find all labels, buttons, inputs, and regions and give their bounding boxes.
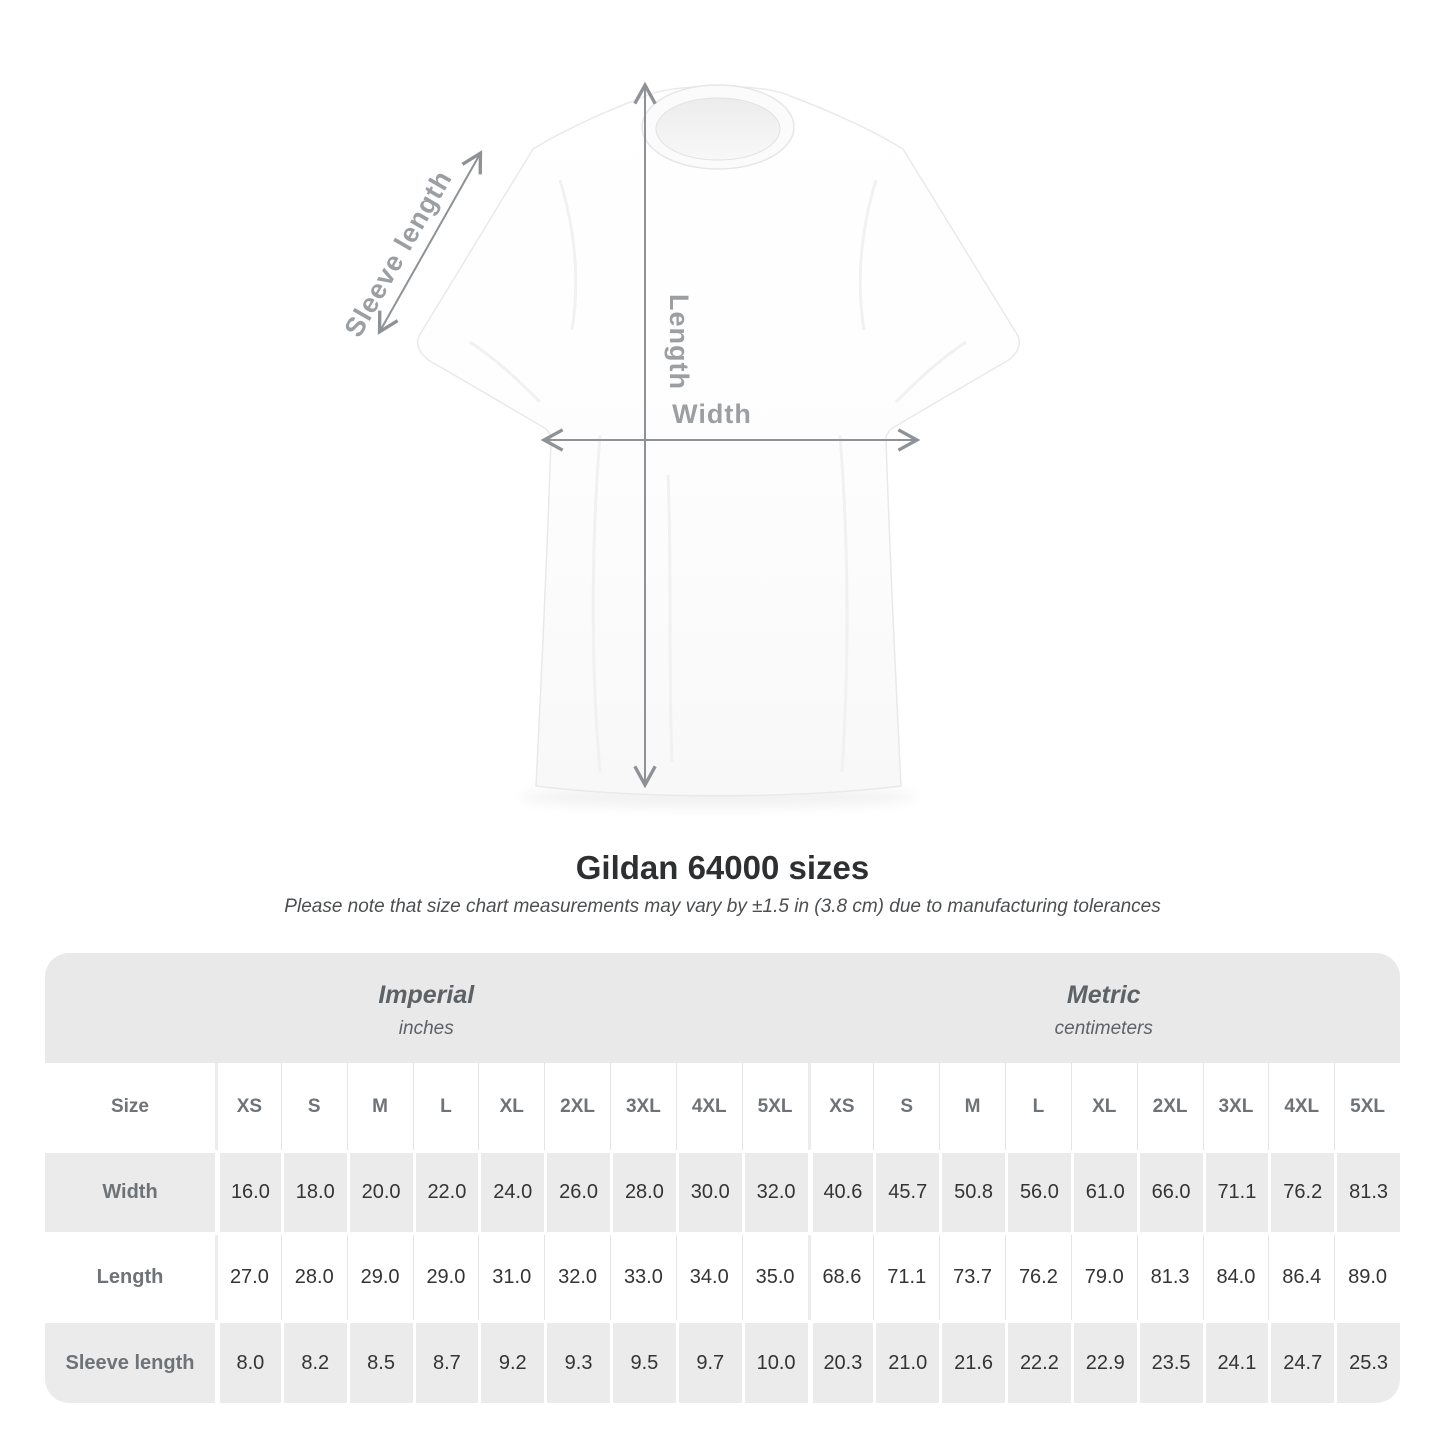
cell: 24.0	[478, 1153, 544, 1232]
cell: 9.3	[544, 1323, 610, 1403]
cell: 8.7	[413, 1323, 479, 1403]
cell: 28.0	[281, 1235, 347, 1320]
cell: 66.0	[1137, 1153, 1203, 1232]
cell: 34.0	[676, 1235, 742, 1320]
metric-group-header	[808, 953, 1401, 1063]
cell: 32.0	[742, 1153, 808, 1232]
cell: 28.0	[610, 1153, 676, 1232]
cell: 32.0	[544, 1235, 610, 1320]
cell: 23.5	[1137, 1323, 1203, 1403]
size-col: 3XL	[610, 1063, 676, 1150]
cell: 76.2	[1268, 1153, 1334, 1232]
size-col: XS	[808, 1063, 874, 1150]
cell: 56.0	[1005, 1153, 1071, 1232]
cell: 29.0	[413, 1235, 479, 1320]
cell: 79.0	[1071, 1235, 1137, 1320]
cell: 22.9	[1071, 1323, 1137, 1403]
length-label: Length	[664, 294, 694, 390]
size-col: 5XL	[742, 1063, 808, 1150]
imperial-group-unit: inches	[398, 1017, 454, 1039]
cell: 8.0	[215, 1323, 281, 1403]
cell: 20.0	[347, 1153, 413, 1232]
size-col: XL	[478, 1063, 544, 1150]
cell: 76.2	[1005, 1235, 1071, 1320]
cell: 30.0	[676, 1153, 742, 1232]
cell: 21.6	[939, 1323, 1005, 1403]
size-col: 2XL	[544, 1063, 610, 1150]
cell: 21.0	[873, 1323, 939, 1403]
unit-header-band	[45, 953, 1400, 1063]
cell: 35.0	[742, 1235, 808, 1320]
cell: 33.0	[610, 1235, 676, 1320]
size-col: XS	[215, 1063, 281, 1150]
cell: 25.3	[1334, 1323, 1400, 1403]
cell: 81.3	[1334, 1153, 1400, 1232]
cell: 71.1	[873, 1235, 939, 1320]
size-col: 3XL	[1203, 1063, 1269, 1150]
row-label: Sleeve length	[45, 1323, 215, 1403]
cell: 73.7	[939, 1235, 1005, 1320]
cell: 50.8	[939, 1153, 1005, 1232]
cell: 61.0	[1071, 1153, 1137, 1232]
cell: 86.4	[1268, 1235, 1334, 1320]
size-col: 5XL	[1334, 1063, 1400, 1150]
sleeve-length-label: Sleeve length	[338, 164, 458, 343]
cell: 84.0	[1203, 1235, 1269, 1320]
size-header-row	[45, 1063, 1400, 1150]
imperial-group-name: Imperial	[378, 980, 475, 1009]
size-col: 2XL	[1137, 1063, 1203, 1150]
cell: 45.7	[873, 1153, 939, 1232]
cell: 24.1	[1203, 1323, 1269, 1403]
metric-group-name: Metric	[1066, 980, 1141, 1009]
cell: 31.0	[478, 1235, 544, 1320]
cell: 20.3	[808, 1323, 874, 1403]
cell: 16.0	[215, 1153, 281, 1232]
metric-group-unit: centimeters	[1054, 1017, 1153, 1039]
size-col: M	[939, 1063, 1005, 1150]
size-corner-label: Size	[110, 1095, 150, 1117]
cell: 29.0	[347, 1235, 413, 1320]
cell: 22.2	[1005, 1323, 1071, 1403]
size-col: XL	[1071, 1063, 1137, 1150]
cell: 8.2	[281, 1323, 347, 1403]
cell: 24.7	[1268, 1323, 1334, 1403]
imperial-group-header	[45, 953, 808, 1063]
size-col: 4XL	[1268, 1063, 1334, 1150]
cell: 10.0	[742, 1323, 808, 1403]
size-col: 4XL	[676, 1063, 742, 1150]
cell: 68.6	[808, 1235, 874, 1320]
cell: 18.0	[281, 1153, 347, 1232]
width-label: Width	[672, 399, 752, 429]
cell: 9.7	[676, 1323, 742, 1403]
size-col: L	[413, 1063, 479, 1150]
size-table	[45, 953, 1400, 1403]
cell: 81.3	[1137, 1235, 1203, 1320]
row-label: Width	[45, 1153, 215, 1232]
size-col: S	[873, 1063, 939, 1150]
size-col: S	[281, 1063, 347, 1150]
cell: 26.0	[544, 1153, 610, 1232]
cell: 27.0	[215, 1235, 281, 1320]
size-col: M	[347, 1063, 413, 1150]
table-row-width	[45, 1150, 1400, 1235]
size-col: L	[1005, 1063, 1071, 1150]
table-row-length	[45, 1235, 1400, 1320]
tolerance-note: Please note that size chart measurements may vary by ±1.5 in (3.8 cm) due to manufacturing tolerances	[284, 896, 1161, 917]
row-label: Length	[96, 1266, 164, 1288]
cell: 8.5	[347, 1323, 413, 1403]
cell: 40.6	[808, 1153, 874, 1232]
cell: 9.2	[478, 1323, 544, 1403]
cell: 22.0	[413, 1153, 479, 1232]
page-title: Gildan 64000 sizes	[575, 849, 870, 886]
cell: 71.1	[1203, 1153, 1269, 1232]
cell: 9.5	[610, 1323, 676, 1403]
tshirt-image	[418, 85, 1020, 808]
table-row-sleeve-length	[45, 1320, 1400, 1403]
cell: 89.0	[1334, 1235, 1400, 1320]
